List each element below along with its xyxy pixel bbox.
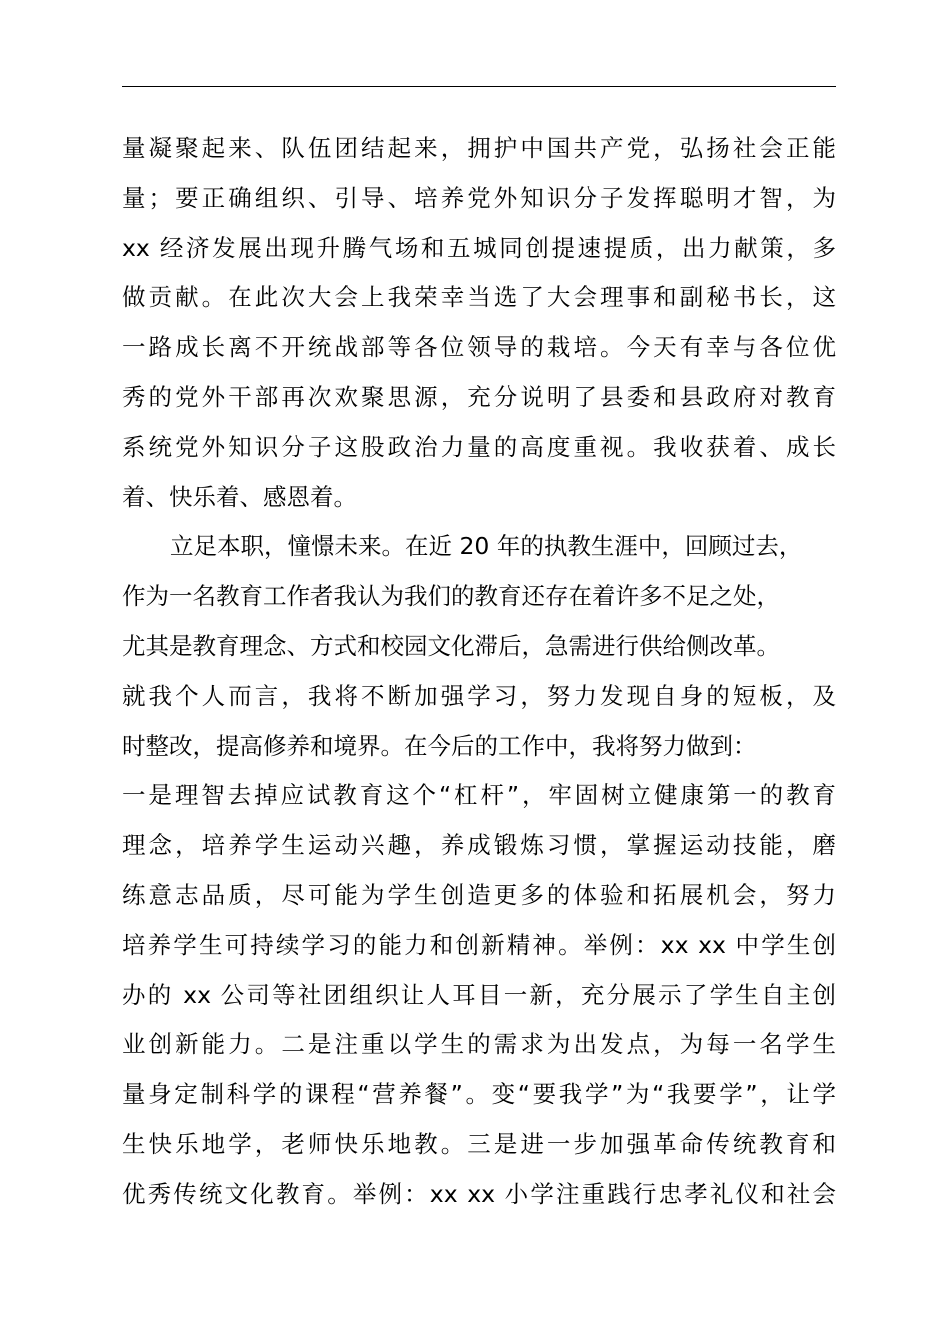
- text-line: 着、快乐着、感恩着。: [122, 482, 357, 511]
- text-line: 练意志品质，尽可能为学生创造更多的体验和拓展机会，努力: [122, 880, 836, 909]
- text-line: 理念，培养学生运动兴趣，养成锻炼习惯，掌握运动技能，磨: [122, 831, 836, 860]
- text-line: 作为一名教育工作者我认为我们的教育还存在着许多不足之处，: [122, 582, 780, 611]
- header-rule: [122, 86, 836, 87]
- text-line: 就我个人而言，我将不断加强学习，努力发现自身的短板，及: [122, 681, 836, 710]
- text-line: 尤其是教育理念、方式和校园文化滞后，急需进行供给侧改革。: [122, 631, 780, 660]
- text-line: xx 经济发展出现升腾气场和五城同创提速提质，出力献策，多: [122, 233, 836, 262]
- text-line: 系统党外知识分子这股政治力量的高度重视。我收获着、成长: [122, 432, 836, 461]
- text-line: 做贡献。在此次大会上我荣幸当选了大会理事和副秘书长，这: [122, 283, 836, 312]
- text-line: 量身定制科学的课程“营养餐”。变“要我学”为“我要学”，让学: [122, 1080, 836, 1109]
- document-body: [122, 124, 862, 1220]
- text-line: 优秀传统文化教育。举例：xx xx 小学注重践行忠孝礼仪和社会: [122, 1179, 836, 1208]
- text-line: 生快乐地学，老师快乐地教。三是进一步加强革命传统教育和: [122, 1129, 836, 1158]
- text-line: 时整改，提高修养和境界。在今后的工作中，我将努力做到：: [122, 731, 757, 760]
- paragraph-first-line: 立足本职，憧憬未来。在近 20 年的执教生涯中，回顾过去，: [170, 532, 803, 561]
- text-line: 培养学生可持续学习的能力和创新精神。举例：xx xx 中学生创: [122, 930, 836, 959]
- text-line: 办的 xx 公司等社团组织让人耳目一新，充分展示了学生自主创: [122, 980, 836, 1009]
- text-line: 业创新能力。二是注重以学生的需求为出发点，为每一名学生: [122, 1030, 836, 1059]
- text-line: 量凝聚起来、队伍团结起来，拥护中国共产党，弘扬社会正能: [122, 134, 836, 162]
- text-line: 一是理智去掉应试教育这个“杠杆”，牢固树立健康第一的教育: [122, 781, 836, 810]
- text-line: 一路成长离不开统战部等各位领导的栽培。今天有幸与各位优: [122, 333, 836, 362]
- text-line: 秀的党外干部再次欢聚思源，充分说明了县委和县政府对教育: [122, 382, 836, 411]
- text-line: 量；要正确组织、引导、培养党外知识分子发挥聪明才智，为: [122, 183, 836, 212]
